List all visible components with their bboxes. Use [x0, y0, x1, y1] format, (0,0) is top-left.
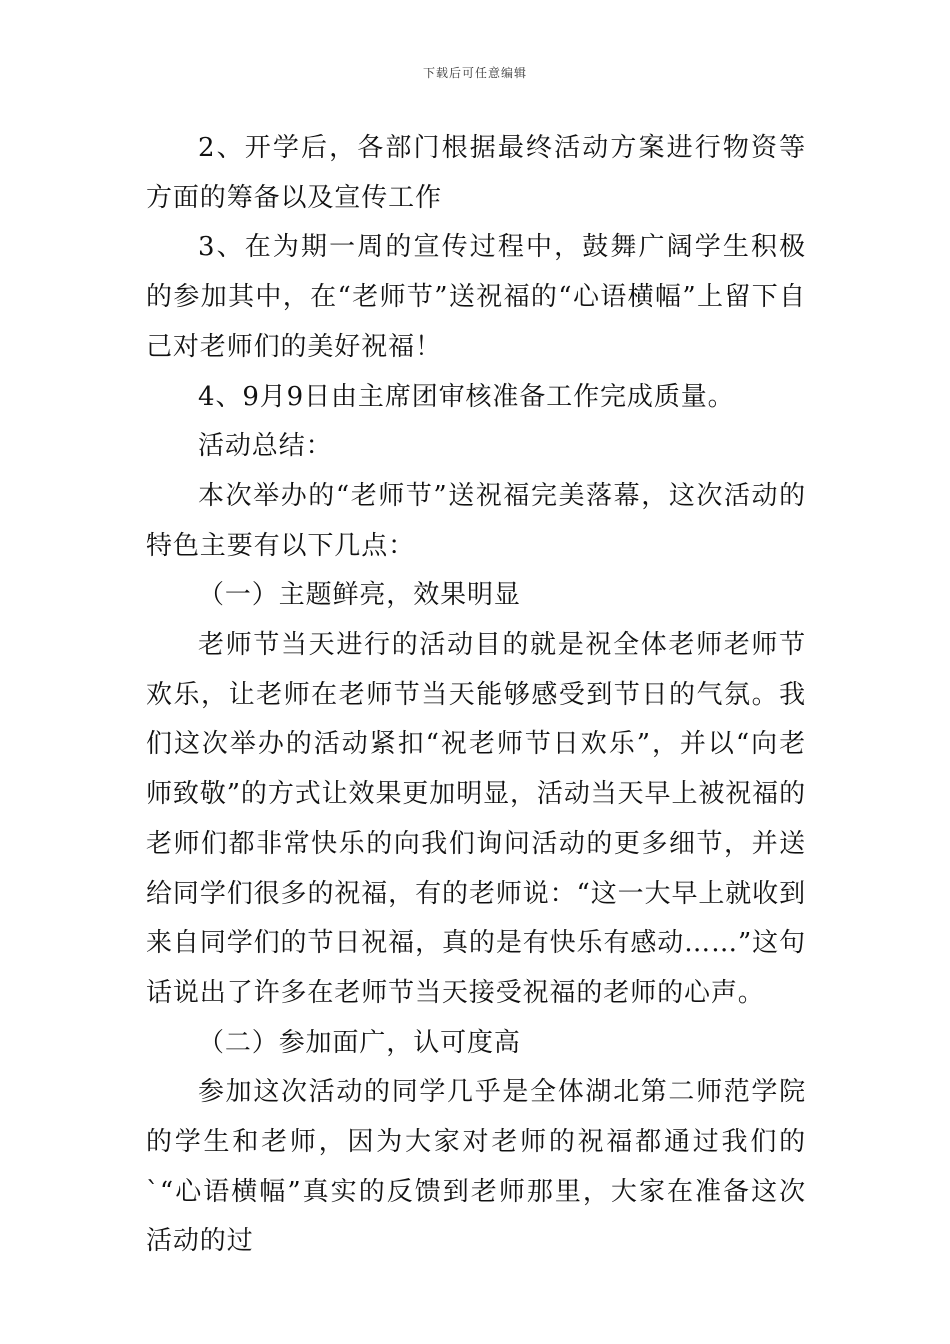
paragraph-summary-intro: 本次举办的“老师节”送祝福完美落幕，这次活动的特色主要有以下几点： [146, 480, 806, 561]
paragraph-step-4: 4、9月9日由主席团审核准备工作完成质量。 [198, 381, 735, 412]
paragraph-step-3: 3、在为期一周的宣传过程中，鼓舞广阔学生积极的参加其中，在“老师节”送祝福的“心语横幅”上留下自己对老师们的美好祝福！ [146, 232, 806, 362]
document-body [146, 124, 806, 1267]
section-heading-summary: 活动总结： [198, 431, 333, 462]
paragraph-step-2: 2、开学后，各部门根据最终活动方案进行物资等方面的筹备以及宣传工作 [146, 133, 806, 213]
paragraph-point-2: 参加这次活动的同学几乎是全体湖北第二师范学院的学生和老师，因为大家对老师的祝福都通过我们的`“心语横幅”真实的反馈到老师那里，大家在准备这次活动的过 [146, 1077, 806, 1257]
subheading-2: （二）参加面广，认可度高 [198, 1027, 521, 1058]
page-header-note: 下载后可任意编辑 [422, 66, 527, 80]
paragraph-point-1: 老师节当天进行的活动目的就是祝全体老师老师节欢乐，让老师在老师节当天能够感受到节日的气氛。我们这次举办的活动紧扣“祝老师节日欢乐”，并以“向老师致敬”的方式让效果更加明显，活动当天早上被祝福的老师们都非常快乐的向我们询问活动的更多细节，并送给同学们很多的祝福，有的老师说：“这一大早上就收到来自同学们的节日祝福，真的是有快乐有感动……”这句话说出了许多在老师节当天接受祝福的老师的心声。 [146, 630, 806, 1008]
subheading-1: （一）主题鲜亮，效果明显 [198, 580, 521, 611]
